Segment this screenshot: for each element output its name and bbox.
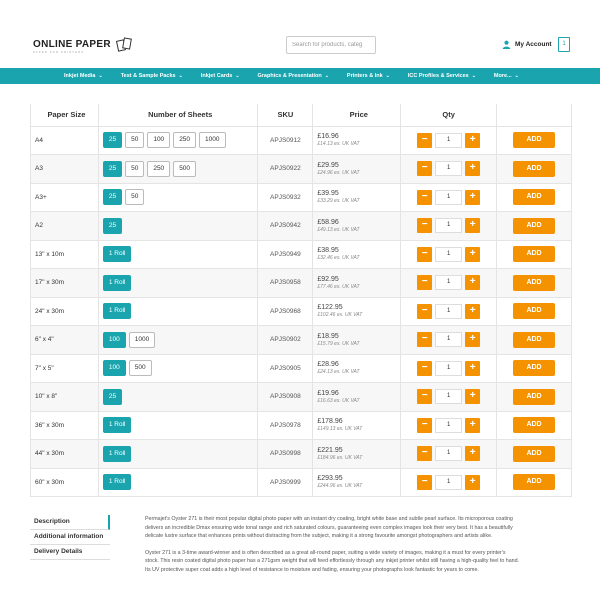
add-cell [497, 269, 572, 298]
price-inc-vat: £293.95 [317, 475, 343, 483]
price-ex-vat: £16.63 ex. UK VAT [317, 397, 360, 404]
qty-input[interactable]: 1 [435, 133, 462, 148]
qty-cell [401, 269, 497, 298]
qty-stepper [401, 247, 496, 262]
sku-cell: APJS0999 [258, 468, 313, 497]
add-to-cart-button[interactable]: ADD [513, 446, 555, 462]
paper-size-cell: 7" x 5" [31, 354, 99, 383]
nav-item[interactable] [258, 73, 329, 79]
add-to-cart-button[interactable]: ADD [513, 474, 555, 490]
qty-decrement-button[interactable]: − [417, 275, 432, 290]
qty-stepper [401, 133, 496, 148]
tab-additional-information[interactable]: Additional information [30, 530, 110, 545]
qty-input[interactable]: 1 [435, 418, 462, 433]
chevron-down-icon: ⌄ [98, 73, 103, 79]
sheets-option-button[interactable]: 25 [103, 189, 122, 205]
qty-input[interactable]: 1 [435, 161, 462, 176]
qty-cell [401, 354, 497, 383]
logo-text: ONLINE PAPER [33, 38, 111, 50]
table-row [31, 126, 572, 155]
price-cell [313, 440, 401, 469]
table-header-row [31, 104, 572, 126]
description-paragraph: Oyster 271 is a 3-time award-winner and is often described as a great all-round paper, suiting a wide variety of images, making it a must for every printer's stock. This resin coated digital photo paper has a 271gsm weight that will feed effortlessly through any inkjet printer whilst still having a high-quality feel to hand. Its UV protective super coat adds a high level of resistance to moisture and fading, ensuring your photographs look fantastic for years to come. [145, 549, 520, 573]
product-info-tabs [30, 515, 110, 560]
qty-cell [401, 411, 497, 440]
qty-stepper [401, 161, 496, 176]
qty-stepper [401, 190, 496, 205]
sheets-option-button[interactable]: 1 Roll [103, 446, 132, 462]
header-price: Price [313, 104, 401, 126]
sheets-option-button[interactable]: 500 [173, 161, 196, 177]
sheets-options-cell [98, 440, 258, 469]
qty-stepper [401, 389, 496, 404]
qty-cell [401, 212, 497, 241]
qty-input[interactable]: 1 [435, 389, 462, 404]
qty-decrement-button[interactable]: − [417, 247, 432, 262]
qty-increment-button[interactable]: + [465, 161, 480, 176]
paper-size-cell: 10" x 8" [31, 383, 99, 412]
main-nav [0, 68, 600, 84]
logo-subtitle: PAPER FOR PRINTERS [33, 50, 85, 54]
price-inc-vat: £221.95 [317, 446, 343, 454]
price-inc-vat: £18.95 [317, 332, 339, 340]
qty-stepper [401, 446, 496, 461]
sheets-option-button[interactable]: 250 [173, 132, 196, 148]
paper-size-cell: 13" x 10m [31, 240, 99, 269]
sku-cell: APJS0912 [258, 126, 313, 155]
site-header [0, 0, 600, 68]
price-ex-vat: £32.46 ex. UK VAT [317, 255, 360, 262]
paper-size-cell: 44" x 30m [31, 440, 99, 469]
qty-stepper [401, 418, 496, 433]
add-cell [497, 212, 572, 241]
add-cell [497, 326, 572, 355]
qty-decrement-button[interactable]: − [417, 361, 432, 376]
header-number-of-sheets: Number of Sheets [98, 104, 258, 126]
user-icon [502, 40, 511, 49]
nav-item-label: More... [493, 73, 512, 79]
paper-size-cell: A4 [31, 126, 99, 155]
sheets-options-cell [98, 240, 258, 269]
nav-item[interactable] [347, 73, 390, 79]
price-ex-vat: £77.46 ex. UK VAT [317, 283, 360, 290]
sku-cell: APJS0905 [258, 354, 313, 383]
qty-increment-button[interactable]: + [465, 361, 480, 376]
add-to-cart-button[interactable]: ADD [513, 132, 555, 148]
price-cell [313, 468, 401, 497]
table-row [31, 212, 572, 241]
qty-increment-button[interactable]: + [465, 247, 480, 262]
chevron-down-icon: ⌄ [514, 73, 519, 79]
table-row [31, 155, 572, 184]
my-account-link[interactable] [502, 40, 552, 49]
table-row [31, 440, 572, 469]
sheets-options-cell [98, 155, 258, 184]
price-cell [313, 183, 401, 212]
qty-stepper [401, 332, 496, 347]
price-inc-vat: £39.95 [317, 190, 339, 198]
price-ex-vat: £24.96 ex. UK VAT [317, 169, 360, 176]
add-cell [497, 383, 572, 412]
price-cell [313, 240, 401, 269]
qty-input[interactable]: 1 [435, 218, 462, 233]
price-cell [313, 155, 401, 184]
qty-cell [401, 240, 497, 269]
sheets-option-button[interactable]: 100 [147, 132, 170, 148]
sheets-option-button[interactable]: 1 Roll [103, 246, 132, 262]
price-cell [313, 326, 401, 355]
sheets-options-cell [98, 383, 258, 412]
sku-cell: APJS0968 [258, 297, 313, 326]
qty-decrement-button[interactable]: − [417, 332, 432, 347]
paper-size-cell: 6" x 4" [31, 326, 99, 355]
add-cell [497, 126, 572, 155]
qty-increment-button[interactable]: + [465, 133, 480, 148]
sheets-options-cell [98, 326, 258, 355]
qty-stepper [401, 361, 496, 376]
table-row [31, 297, 572, 326]
price-cell [313, 212, 401, 241]
qty-input[interactable]: 1 [435, 446, 462, 461]
header-qty: Qty [401, 104, 497, 126]
add-to-cart-button[interactable]: ADD [513, 360, 555, 376]
sku-cell: APJS0942 [258, 212, 313, 241]
qty-cell [401, 126, 497, 155]
sheets-option-button[interactable]: 1000 [199, 132, 225, 148]
price-ex-vat: £24.13 ex. UK VAT [317, 369, 360, 376]
sku-cell: APJS0958 [258, 269, 313, 298]
nav-item-label: ICC Profiles & Services [407, 73, 469, 79]
add-cell [497, 468, 572, 497]
add-cell [497, 240, 572, 269]
qty-decrement-button[interactable]: − [417, 133, 432, 148]
qty-input[interactable]: 1 [435, 247, 462, 262]
qty-stepper [401, 475, 496, 490]
paper-size-cell: A3+ [31, 183, 99, 212]
table-row [31, 468, 572, 497]
my-account-label: My Account [515, 41, 552, 48]
sheets-options-cell [98, 126, 258, 155]
qty-input[interactable]: 1 [435, 332, 462, 347]
nav-item-label: Printers & Ink [346, 73, 383, 79]
price-ex-vat: £15.79 ex. UK VAT [317, 340, 360, 347]
sheets-option-button[interactable]: 1 Roll [103, 303, 132, 319]
add-to-cart-button[interactable]: ADD [513, 303, 555, 319]
qty-cell [401, 326, 497, 355]
paper-stack-icon [115, 37, 133, 51]
sku-cell: APJS0932 [258, 183, 313, 212]
header-sku: SKU [258, 104, 313, 126]
sheets-options-cell [98, 183, 258, 212]
price-ex-vat: £149.13 ex. UK VAT [317, 426, 363, 433]
sheets-option-button[interactable]: 500 [129, 360, 152, 376]
sku-cell: APJS0998 [258, 440, 313, 469]
sheets-option-button[interactable]: 250 [147, 161, 170, 177]
qty-cell [401, 383, 497, 412]
search-input[interactable] [286, 36, 376, 54]
add-to-cart-button[interactable]: ADD [513, 417, 555, 433]
price-cell [313, 354, 401, 383]
chevron-down-icon: ⌄ [235, 73, 240, 79]
sheets-option-button[interactable]: 25 [103, 389, 122, 405]
paper-size-cell: A2 [31, 212, 99, 241]
sheets-option-button[interactable]: 1 Roll [103, 474, 132, 490]
nav-item[interactable] [494, 73, 519, 79]
qty-decrement-button[interactable]: − [417, 475, 432, 490]
site-logo[interactable] [33, 37, 133, 54]
price-inc-vat: £28.96 [317, 361, 339, 369]
price-ex-vat: £49.13 ex. UK VAT [317, 226, 360, 233]
price-cell [313, 126, 401, 155]
sheets-option-button[interactable]: 50 [125, 132, 144, 148]
price-cell [313, 297, 401, 326]
table-row [31, 269, 572, 298]
price-ex-vat: £14.13 ex. UK VAT [317, 141, 360, 148]
sku-cell: APJS0908 [258, 383, 313, 412]
add-to-cart-button[interactable]: ADD [513, 218, 555, 234]
qty-decrement-button[interactable]: − [417, 161, 432, 176]
add-to-cart-button[interactable]: ADD [513, 161, 555, 177]
chevron-down-icon: ⌄ [471, 73, 476, 79]
qty-increment-button[interactable]: + [465, 218, 480, 233]
tab-description[interactable]: Description [30, 515, 110, 530]
sheets-option-button[interactable]: 25 [103, 161, 122, 177]
qty-cell [401, 155, 497, 184]
price-inc-vat: £16.96 [317, 133, 339, 141]
qty-increment-button[interactable]: + [465, 389, 480, 404]
qty-decrement-button[interactable]: − [417, 389, 432, 404]
add-cell [497, 183, 572, 212]
price-inc-vat: £92.95 [317, 275, 339, 283]
qty-decrement-button[interactable]: − [417, 304, 432, 319]
sheets-options-cell [98, 212, 258, 241]
table-row [31, 383, 572, 412]
paper-size-cell: 60" x 30m [31, 468, 99, 497]
price-inc-vat: £122.95 [317, 304, 343, 312]
add-cell [497, 297, 572, 326]
price-inc-vat: £29.95 [317, 161, 339, 169]
nav-item[interactable] [408, 73, 476, 79]
nav-item-label: Test & Sample Packs [120, 73, 176, 79]
tab-delivery-details[interactable]: Delivery Details [30, 545, 110, 560]
sheets-option-button[interactable]: 50 [125, 161, 144, 177]
price-cell [313, 411, 401, 440]
sheets-option-button[interactable]: 50 [125, 189, 144, 205]
sku-cell: APJS0978 [258, 411, 313, 440]
sheets-option-button[interactable]: 1000 [129, 332, 155, 348]
add-to-cart-button[interactable]: ADD [513, 246, 555, 262]
qty-input[interactable]: 1 [435, 190, 462, 205]
header-paper-size: Paper Size [31, 104, 99, 126]
nav-item-label: Inkjet Media [64, 73, 96, 79]
qty-decrement-button[interactable]: − [417, 218, 432, 233]
qty-stepper [401, 275, 496, 290]
nav-item-label: Inkjet Cards [200, 73, 233, 79]
price-inc-vat: £178.96 [317, 418, 343, 426]
qty-decrement-button[interactable]: − [417, 190, 432, 205]
product-variants-table [30, 104, 572, 497]
sheets-option-button[interactable]: 25 [103, 218, 122, 234]
description-paragraph: Permajet's Oyster 271 is their most popular digital photo paper with an instant dry coating, bright white base and subtle pearl surface. Its microporous coating delivers an incredible Dmax ensuring wide tonal range and rich saturated colours, guaranteeing even complex images look their very best. It has a beautifully delicate lustre surface that enhances prints without distracting from the subject, making it a strong favourite amongst photographers and artists alike. [145, 516, 513, 539]
header-add [497, 104, 572, 126]
cart-button[interactable] [558, 37, 570, 52]
qty-increment-button[interactable]: + [465, 275, 480, 290]
add-to-cart-button[interactable]: ADD [513, 275, 555, 291]
price-ex-vat: £184.96 ex. UK VAT [317, 454, 363, 461]
add-to-cart-button[interactable]: ADD [513, 332, 555, 348]
table-row [31, 354, 572, 383]
cart-count: 1 [562, 41, 566, 47]
qty-increment-button[interactable]: + [465, 446, 480, 461]
nav-item[interactable] [121, 73, 183, 79]
sku-cell: APJS0949 [258, 240, 313, 269]
qty-input[interactable]: 1 [435, 304, 462, 319]
add-cell [497, 440, 572, 469]
price-inc-vat: £38.95 [317, 247, 339, 255]
add-cell [497, 354, 572, 383]
sheets-option-button[interactable]: 100 [103, 332, 126, 348]
qty-cell [401, 468, 497, 497]
sheets-options-cell [98, 297, 258, 326]
table-row [31, 411, 572, 440]
sheets-options-cell [98, 269, 258, 298]
qty-stepper [401, 304, 496, 319]
sku-cell: APJS0922 [258, 155, 313, 184]
price-inc-vat: £58.96 [317, 218, 339, 226]
qty-increment-button[interactable]: + [465, 304, 480, 319]
sku-cell: APJS0902 [258, 326, 313, 355]
table-row [31, 240, 572, 269]
sheets-options-cell [98, 411, 258, 440]
chevron-down-icon: ⌄ [385, 73, 390, 79]
add-cell [497, 411, 572, 440]
sheets-option-button[interactable]: 25 [103, 132, 122, 148]
price-cell [313, 269, 401, 298]
qty-cell [401, 297, 497, 326]
table-row [31, 326, 572, 355]
qty-cell [401, 440, 497, 469]
table-row [31, 183, 572, 212]
qty-increment-button[interactable]: + [465, 418, 480, 433]
chevron-down-icon: ⌄ [178, 73, 183, 79]
qty-increment-button[interactable]: + [465, 475, 480, 490]
qty-cell [401, 183, 497, 212]
price-inc-vat: £19.96 [317, 389, 339, 397]
qty-stepper [401, 218, 496, 233]
qty-input[interactable]: 1 [435, 275, 462, 290]
qty-input[interactable]: 1 [435, 361, 462, 376]
nav-item[interactable] [201, 73, 240, 79]
sheets-options-cell [98, 354, 258, 383]
price-cell [313, 383, 401, 412]
price-ex-vat: £102.46 ex. UK VAT [317, 312, 363, 319]
nav-item[interactable] [64, 73, 103, 79]
sheets-option-button[interactable]: 100 [103, 360, 126, 376]
paper-size-cell: 17" x 30m [31, 269, 99, 298]
paper-size-cell: 24" x 30m [31, 297, 99, 326]
price-ex-vat: £33.29 ex. UK VAT [317, 198, 360, 205]
sheets-options-cell [98, 468, 258, 497]
add-to-cart-button[interactable]: ADD [513, 189, 555, 205]
qty-increment-button[interactable]: + [465, 332, 480, 347]
product-description [145, 515, 520, 582]
qty-decrement-button[interactable]: − [417, 418, 432, 433]
sheets-option-button[interactable]: 1 Roll [103, 417, 132, 433]
add-cell [497, 155, 572, 184]
sheets-option-button[interactable]: 1 Roll [103, 275, 132, 291]
qty-increment-button[interactable]: + [465, 190, 480, 205]
qty-input[interactable]: 1 [435, 475, 462, 490]
chevron-down-icon: ⌄ [324, 73, 329, 79]
paper-size-cell: 36" x 30m [31, 411, 99, 440]
add-to-cart-button[interactable]: ADD [513, 389, 555, 405]
nav-item-label: Graphics & Presentation [257, 73, 322, 79]
qty-decrement-button[interactable]: − [417, 446, 432, 461]
price-ex-vat: £244.96 ex. UK VAT [317, 483, 363, 490]
paper-size-cell: A3 [31, 155, 99, 184]
